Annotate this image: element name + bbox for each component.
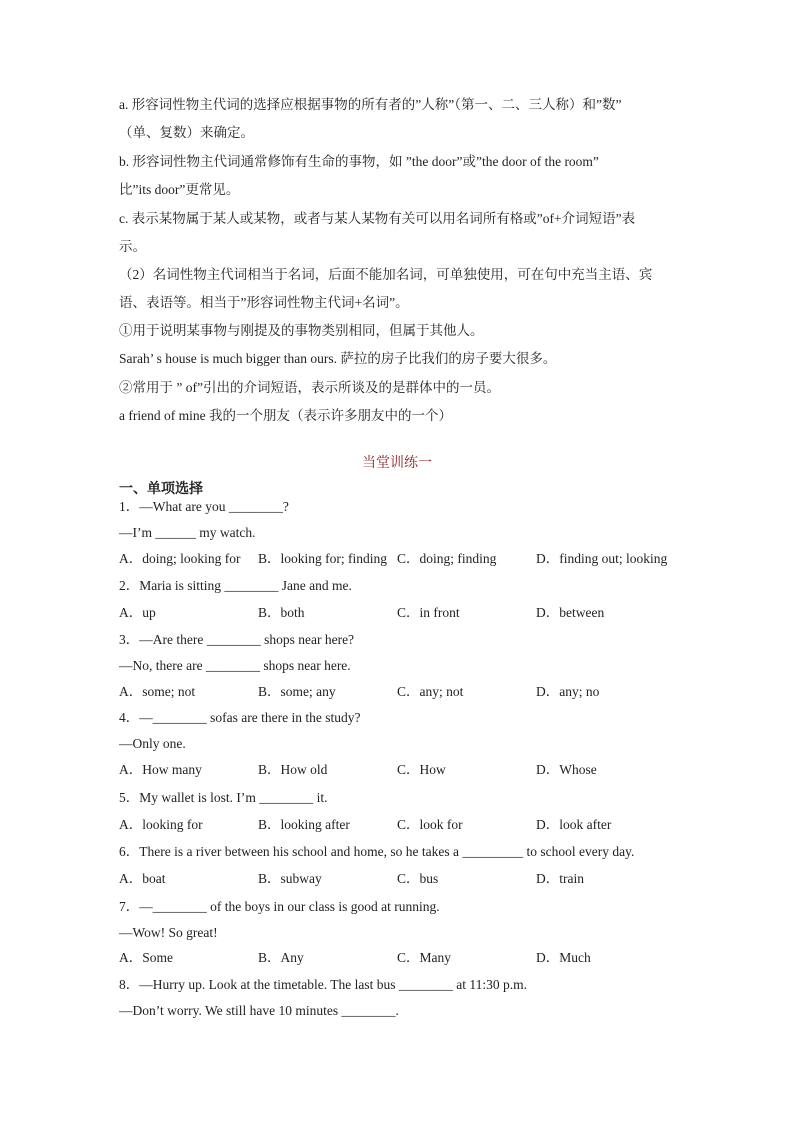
option-a[interactable]: A．How many (119, 762, 202, 777)
question-stem: 4．—________ sofas are there in the study? (119, 710, 361, 725)
note-line: ②常用于 ” of”引出的介词短语，表示所谈及的是群体中的一员。 (119, 380, 500, 395)
question-stem: —No, there are ________ shops near here. (119, 658, 351, 673)
option-d[interactable]: D．Whose (536, 762, 597, 777)
question-stem: —I’m ______ my watch. (119, 525, 256, 540)
question-stem: 1．—What are you ________? (119, 499, 289, 514)
option-a[interactable]: A．Some (119, 950, 173, 965)
option-c[interactable]: C．any; not (397, 684, 464, 699)
note-line: Sarah’ s house is much bigger than ours. 萨拉的房子比我们的房子要大很多。 (119, 351, 557, 366)
question-stem: 3．—Are there ________ shops near here? (119, 632, 355, 647)
option-c[interactable]: C．Many (397, 950, 451, 965)
note-line: （2）名词性物主代词相当于名词，后面不能加名词，可单独使用，可在句中充当主语、宾 (119, 267, 653, 282)
note-line: 比”its door”更常见。 (119, 182, 240, 197)
option-a[interactable]: A．up (119, 605, 156, 620)
question-stem: 6．There is a river between his school and home, so he takes a _________ to school every day. (119, 844, 635, 859)
exercise-title: 当堂训练一 (362, 456, 432, 471)
option-a[interactable]: A．boat (119, 871, 166, 886)
option-d[interactable]: D．between (536, 605, 605, 620)
section-heading: 一、单项选择 (119, 481, 203, 497)
question-stem: 2．Maria is sitting ________ Jane and me. (119, 578, 352, 593)
option-b[interactable]: B．subway (258, 871, 322, 886)
option-c[interactable]: C．bus (397, 871, 439, 886)
question-stem: —Wow! So great! (119, 925, 218, 940)
option-c[interactable]: C．How (397, 762, 446, 777)
option-b[interactable]: B．Any (258, 950, 304, 965)
option-b[interactable]: B．some; any (258, 684, 336, 699)
note-line: c. 表示某物属于某人或某物，或者与某人某物有关可以用名词所有格或”of+介词短语”表 (119, 211, 636, 226)
note-line: a. 形容词性物主代词的选择应根据事物的所有者的”人称”（第一、二、三人称）和”数” (119, 97, 622, 112)
question-stem: 7．—________ of the boys in our class is good at running. (119, 899, 440, 914)
note-line: 示。 (119, 239, 146, 254)
question-stem: 8．—Hurry up. Look at the timetable. The last bus ________ at 11:30 p.m. (119, 977, 527, 992)
option-b[interactable]: B．How old (258, 762, 328, 777)
option-d[interactable]: D．Much (536, 950, 591, 965)
option-d[interactable]: D．look after (536, 817, 612, 832)
option-c[interactable]: C．in front (397, 605, 460, 620)
option-d[interactable]: D．finding out; looking (536, 551, 668, 566)
note-line: ①用于说明某事物与刚提及的事物类别相同，但属于其他人。 (119, 323, 484, 338)
option-c[interactable]: C．doing; finding (397, 551, 497, 566)
note-line: （单、复数）来确定。 (119, 125, 254, 140)
note-line: a friend of mine 我的一个朋友（表示许多朋友中的一个） (119, 408, 452, 423)
option-b[interactable]: B．looking after (258, 817, 350, 832)
option-d[interactable]: D．any; no (536, 684, 600, 699)
question-stem: 5．My wallet is lost. I’m ________ it. (119, 790, 328, 805)
option-a[interactable]: A．some; not (119, 684, 196, 699)
option-b[interactable]: B．looking for; finding (258, 551, 387, 566)
note-line: b. 形容词性物主代词通常修饰有生命的事物，如 ”the door”或”the door of the room” (119, 154, 599, 169)
option-a[interactable]: A．looking for (119, 817, 203, 832)
option-d[interactable]: D．train (536, 871, 584, 886)
question-stem: —Only one. (119, 736, 186, 751)
option-a[interactable]: A．doing; looking for (119, 551, 241, 566)
question-stem: —Don’t worry. We still have 10 minutes ________. (119, 1003, 399, 1018)
option-c[interactable]: C．look for (397, 817, 463, 832)
note-line: 语、表语等。相当于”形容词性物主代词+名词”。 (119, 295, 409, 310)
option-b[interactable]: B．both (258, 605, 305, 620)
